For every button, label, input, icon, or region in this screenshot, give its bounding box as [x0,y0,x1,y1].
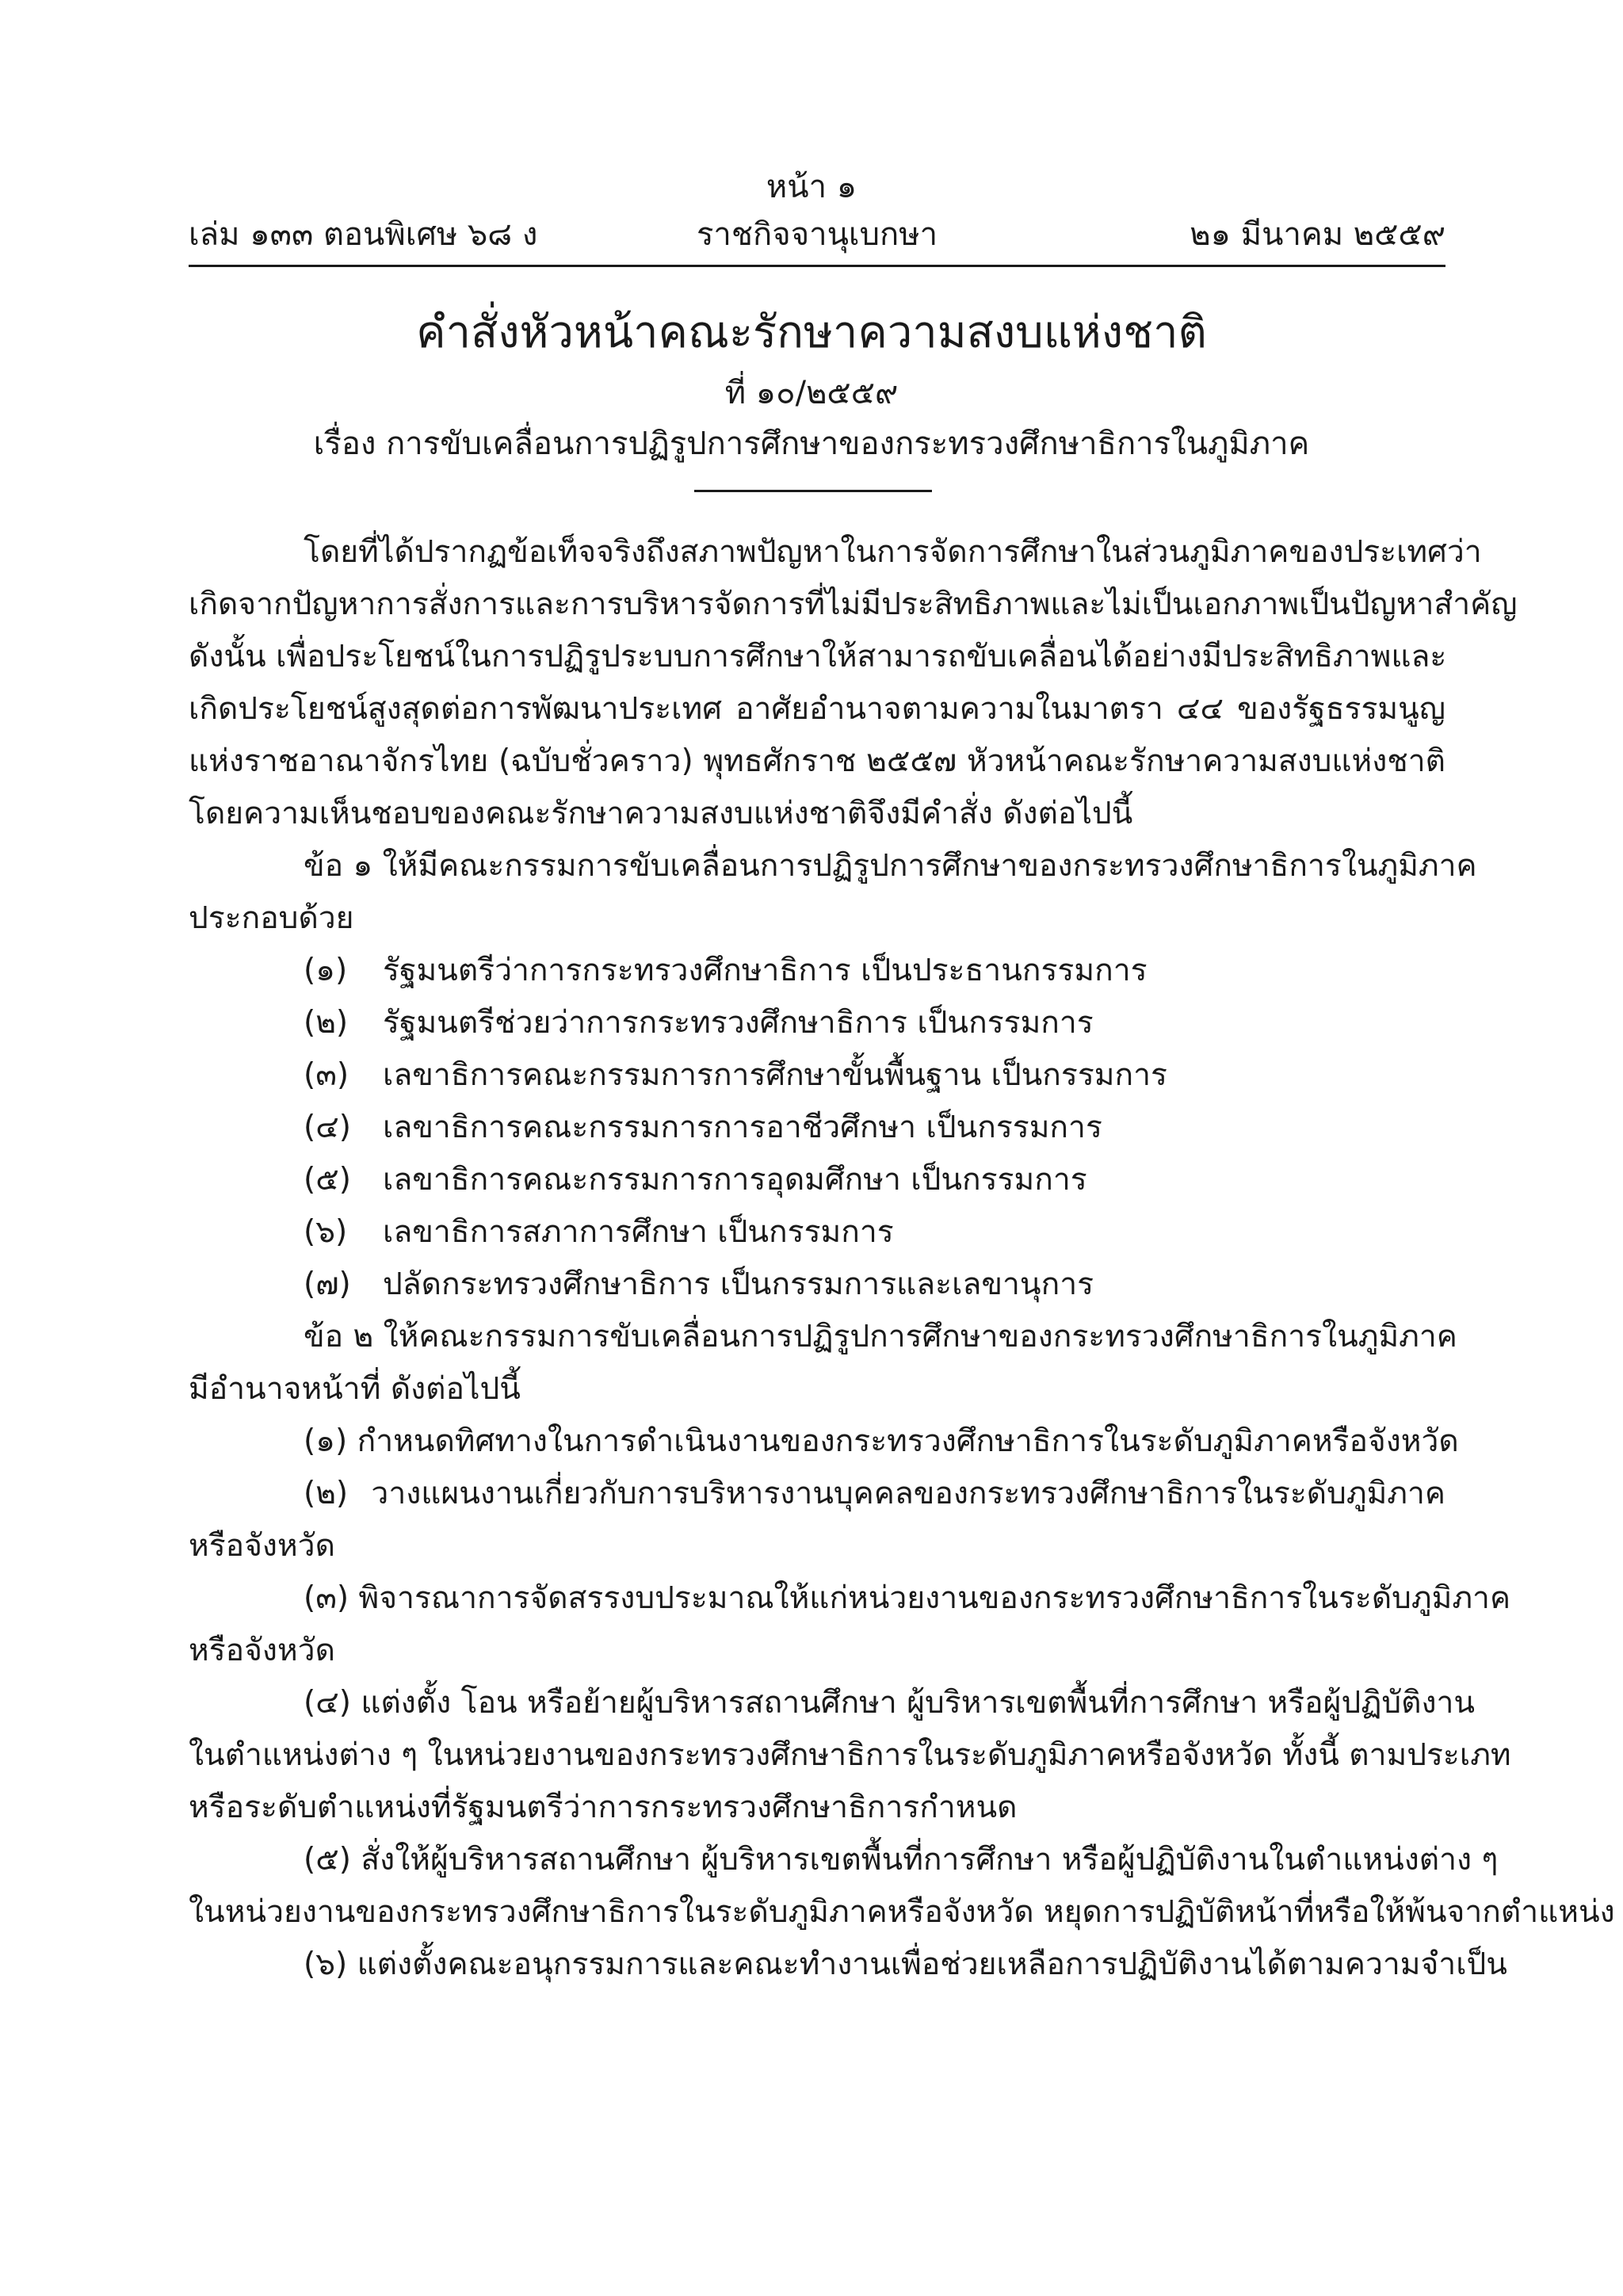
duty-item: (๑) กำหนดทิศทางในการดำเนินงานของกระทรวงศึกษาธิการในระดับภูมิภาคหรือจังหวัด [304,1423,1459,1459]
duty-item-continuation: ในตำแหน่งต่าง ๆ ในหน่วยงานของกระทรวงศึกษาธิการในระดับภูมิภาคหรือจังหวัด ทั้งนี้ ตามประเภท [189,1737,1511,1773]
item-number: (๖) [304,1214,348,1250]
item-number: (๗) [304,1266,351,1302]
duty-item-continuation: ในหน่วยงานของกระทรวงศึกษาธิการในระดับภูมิภาคหรือจังหวัด หยุดการปฏิบัติหน้าที่หรือให้พ้นจากตำแหน่ง [189,1894,1615,1930]
item-number: (๓) [304,1057,349,1093]
preamble-line: โดยความเห็นชอบของคณะรักษาความสงบแห่งชาติจึงมีคำสั่ง ดังต่อไปนี้ [189,796,1133,831]
item-number: (๔) [304,1110,351,1145]
item-number: (๒) [304,1005,349,1041]
volume-info: เล่ม ๑๓๓ ตอนพิเศษ ๖๘ ง [189,216,538,253]
item-text: รัฐมนตรีช่วยว่าการกระทรวงศึกษาธิการ เป็นกรรมการ [383,1005,1094,1041]
page-number: หน้า ๑ [766,169,857,205]
preamble-line: ดังนั้น เพื่อประโยชน์ในการปฏิรูประบบการศึกษาให้สามารถขับเคลื่อนได้อย่างมีประสิทธิภาพและ [189,639,1447,674]
clause2-heading: ข้อ ๒ ให้คณะกรรมการขับเคลื่อนการปฏิรูปการศึกษาของกระทรวงศึกษาธิการในภูมิภาค [304,1319,1457,1354]
item-text: เลขาธิการคณะกรรมการการอาชีวศึกษา เป็นกรรมการ [383,1110,1102,1145]
publication-name: ราชกิจจานุเบกษา [696,216,938,253]
clause1-continuation: ประกอบด้วย [189,900,354,936]
preamble-line: โดยที่ได้ปรากฏข้อเท็จจริงถึงสภาพปัญหาในการจัดการศึกษาในส่วนภูมิภาคของประเทศว่า [304,534,1482,570]
order-body [189,526,1615,1991]
duty-item: (๒) วางแผนงานเกี่ยวกับการบริหารงานบุคคลของกระทรวงศึกษาธิการในระดับภูมิภาค [304,1476,1445,1511]
item-text: รัฐมนตรีว่าการกระทรวงศึกษาธิการ เป็นประธานกรรมการ [383,953,1148,988]
preamble-line: เกิดจากปัญหาการสั่งการและการบริหารจัดการที่ไม่มีประสิทธิภาพและไม่เป็นเอกภาพเป็นปัญหาสำคัญ [189,586,1518,622]
preamble-line: แห่งราชอาณาจักรไทย (ฉบับชั่วคราว) พุทธศักราช ๒๕๕๗ หัวหน้าคณะรักษาความสงบแห่งชาติ [189,743,1445,779]
preamble-line: เกิดประโยชน์สูงสุดต่อการพัฒนาประเทศ อาศัยอำนาจตามความในมาตรา ๔๔ ของรัฐธรรมนูญ [189,691,1445,727]
order-title: คำสั่งหัวหน้าคณะรักษาความสงบแห่งชาติ [416,307,1207,358]
committee-member-item [189,1154,1445,1206]
committee-member-item [189,1259,1445,1311]
duty-item-continuation: หรือจังหวัด [189,1633,335,1668]
clause2-continuation: มีอำนาจหน้าที่ ดังต่อไปนี้ [189,1371,521,1407]
item-text: เลขาธิการคณะกรรมการการอุดมศึกษา เป็นกรรมการ [383,1162,1087,1198]
duty-item: (๓) พิจารณาการจัดสรรงบประมาณให้แก่หน่วยงานของกระทรวงศึกษาธิการในระดับภูมิภาค [304,1580,1511,1616]
clause1-heading: ข้อ ๑ ให้มีคณะกรรมการขับเคลื่อนการปฏิรูปการศึกษาของกระทรวงศึกษาธิการในภูมิภาค [304,848,1477,884]
item-number: (๑) [304,953,348,988]
duty-item-continuation: หรือจังหวัด [189,1528,335,1564]
gazette-header [189,212,1445,257]
publication-date: ๒๑ มีนาคม ๒๕๕๙ [1190,216,1445,253]
committee-member-item [189,1049,1445,1102]
committee-member-item [189,997,1445,1049]
committee-member-item [189,1102,1445,1154]
duty-item: (๔) แต่งตั้ง โอน หรือย้ายผู้บริหารสถานศึกษา ผู้บริหารเขตพื้นที่การศึกษา หรือผู้ปฏิบัติงาน [304,1685,1476,1721]
order-subject: เรื่อง การขับเคลื่อนการปฏิรูปการศึกษาของกระทรวงศึกษาธิการในภูมิภาค [313,426,1310,462]
duty-item: (๖) แต่งตั้งคณะอนุกรรมการและคณะทำงานเพื่อช่วยเหลือการปฏิบัติงานได้ตามความจำเป็น [304,1946,1507,1982]
title-divider [694,490,932,492]
duty-item-continuation: หรือระดับตำแหน่งที่รัฐมนตรีว่าการกระทรวงศึกษาธิการกำหนด [189,1790,1018,1825]
header-divider [189,265,1445,267]
item-number: (๕) [304,1162,351,1198]
committee-member-item [189,945,1445,997]
duty-item: (๕) สั่งให้ผู้บริหารสถานศึกษา ผู้บริหารเขตพื้นที่การศึกษา หรือผู้ปฏิบัติงานในตำแหน่งต่าง ๆ [304,1842,1499,1878]
order-number: ที่ ๑๐/๒๕๕๙ [724,375,899,411]
item-text: เลขาธิการสภาการศึกษา เป็นกรรมการ [383,1214,894,1250]
item-text: ปลัดกระทรวงศึกษาธิการ เป็นกรรมการและเลขานุการ [383,1266,1094,1302]
committee-member-item [189,1206,1445,1259]
item-text: เลขาธิการคณะกรรมการการศึกษาขั้นพื้นฐาน เป็นกรรมการ [383,1057,1167,1093]
